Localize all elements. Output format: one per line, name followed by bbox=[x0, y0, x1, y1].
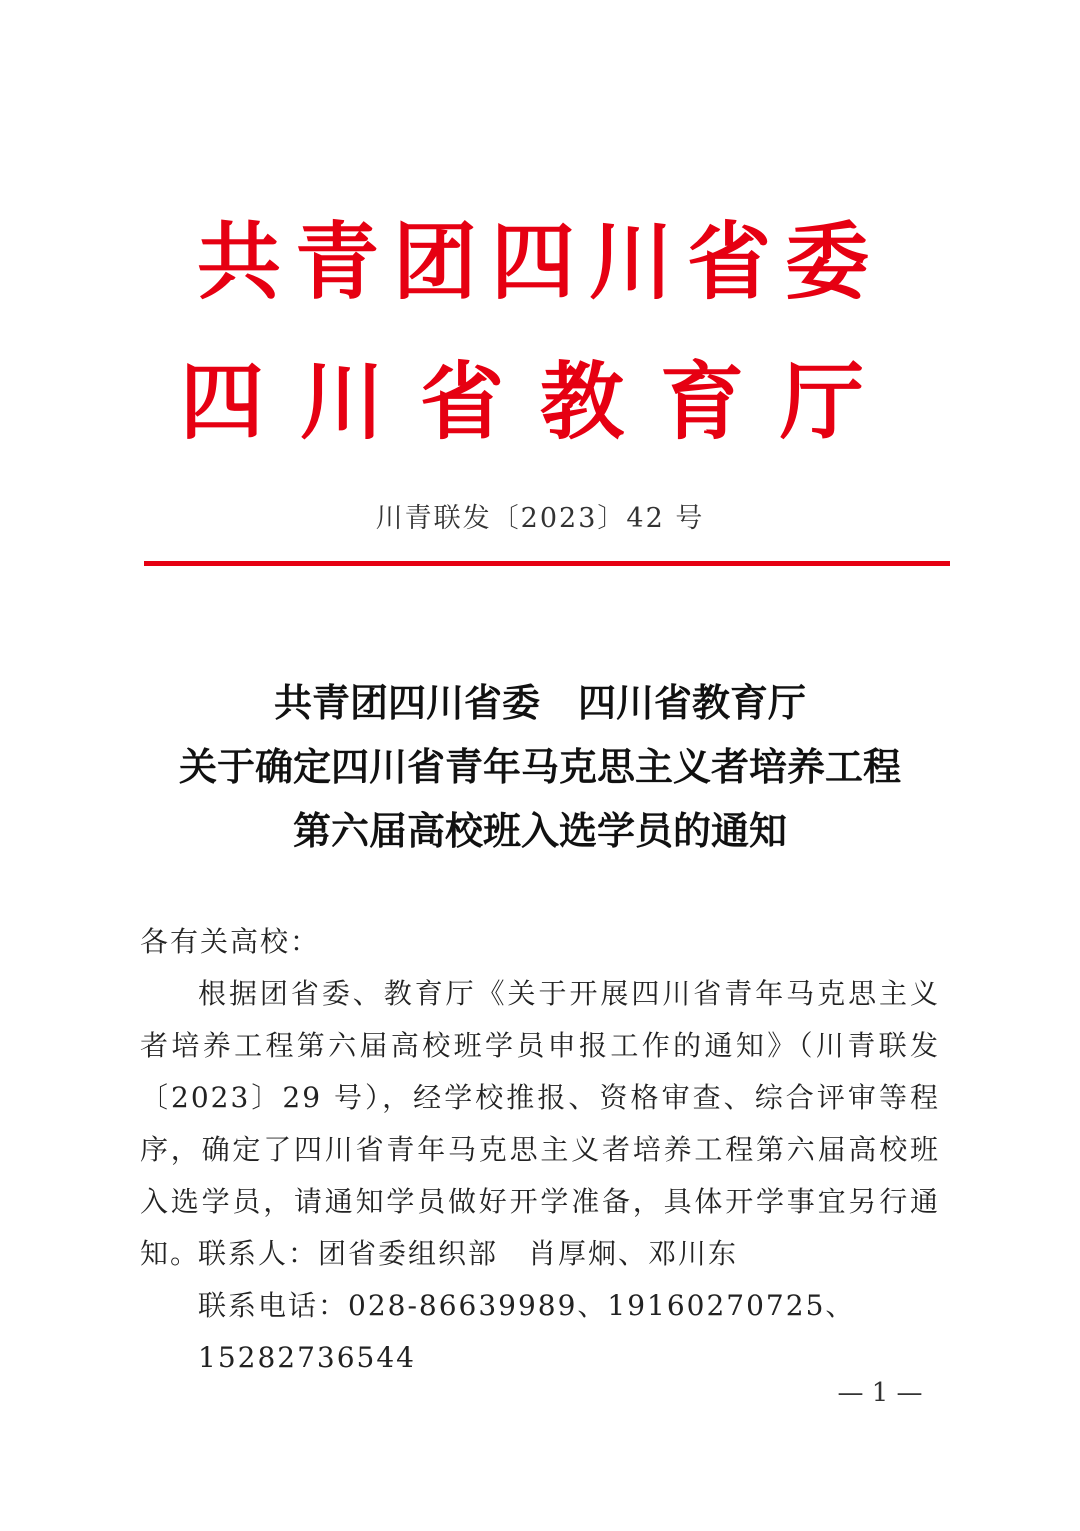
page-number: — 1 — bbox=[837, 1378, 923, 1408]
contact-phone: 联系电话：028-86639989、19160270725、15282736544 bbox=[198, 1289, 856, 1374]
document-number: 川青联发〔2023〕42 号 bbox=[375, 503, 705, 534]
salutation: 各有关高校： bbox=[140, 925, 321, 958]
issuer-name-line-1: 共青团四川省委 bbox=[196, 213, 883, 311]
document-title-line-2: 关于确定四川省青年马克思主义者培养工程 bbox=[178, 744, 901, 789]
body-paragraph: 根据团省委、教育厅《关于开展四川省青年马克思主义者培养工程第六届高校班学员申报工作的通知》（川青联发〔2023〕29 号），经学校推报、资格审查、综合评审等程序，确定了四川省青年马克思主义者培养工程第六届高校班入选学员，请通知学员做好开学准备，具体开学事宜另行通知。 bbox=[140, 977, 940, 1270]
document-title-line-1: 共青团四川省委 四川省教育厅 bbox=[273, 680, 806, 725]
document-title-line-3: 第六届高校班入选学员的通知 bbox=[292, 808, 787, 853]
contact-person: 联系人：团省委组织部 肖厚炯、邓川东 bbox=[198, 1237, 739, 1270]
issuer-name-line-2: 四川省教育厅 bbox=[179, 353, 900, 451]
red-divider-line bbox=[144, 561, 950, 566]
